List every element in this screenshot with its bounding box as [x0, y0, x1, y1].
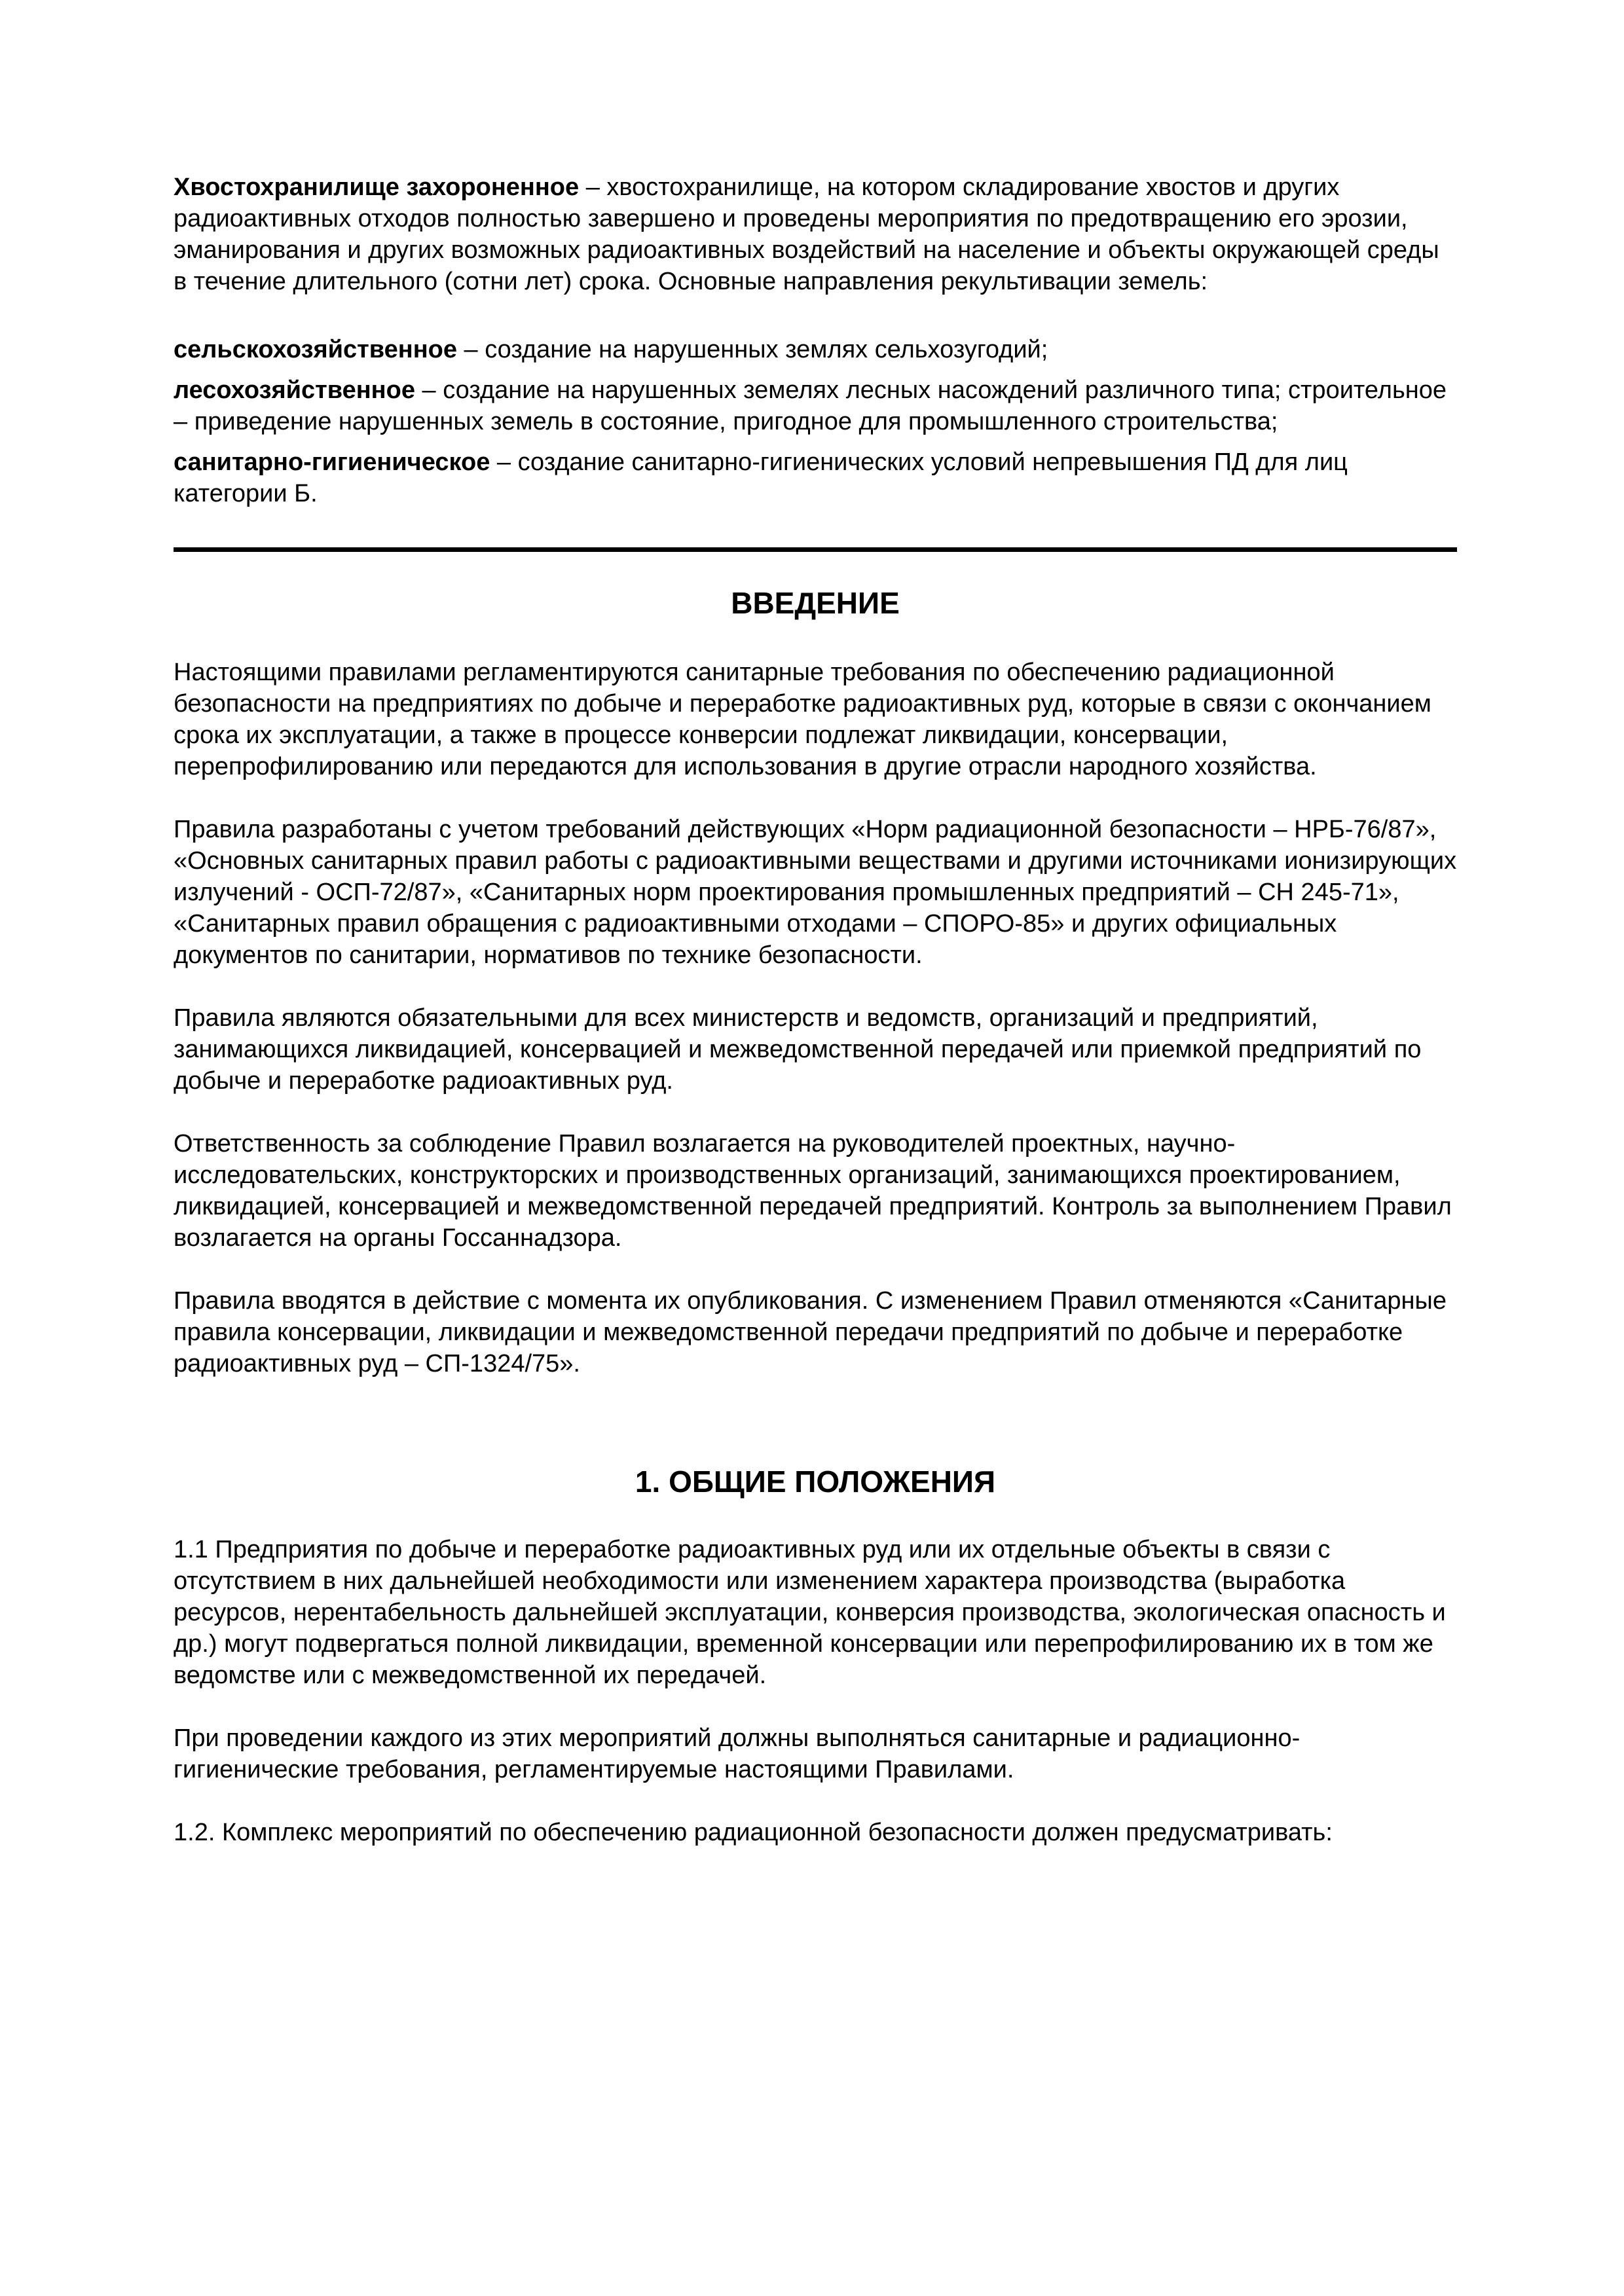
body-paragraph: При проведении каждого из этих мероприятий должны выполняться санитарные и радиационно-гигиенические требования, регламентируемые настоящими Правилами.	[174, 1724, 1301, 1783]
definition-term: санитарно-гигиеническое	[174, 448, 490, 476]
definition-paragraph	[174, 334, 1457, 365]
body-paragraph: Ответственность за соблюдение Правил возлагается на руководителей проектных, научно-исследовательских, конструкторских и производственных организаций, занимающихся проектированием, ликвидацией, консервацией и межведомственной передачей предприятий. Контроль за выполнением Правил возлагается на органы Госсаннадзора.	[174, 1130, 1452, 1252]
body-paragraph: 1.2. Комплекс мероприятий по обеспечению радиационной безопасности должен предусматривать:	[174, 1819, 1333, 1846]
definition-text: – создание на нарушенных земелях лесных насождений различного типа; строительное – приведение нарушенных земель в состояние, пригодное для промышленного строительства;	[174, 376, 1447, 435]
body-paragraph: Правила являются обязательными для всех министерств и ведомств, организаций и предприятий, занимающихся ликвидацией, консервацией и межведомственной передачей или приемкой предприятий по добыче и переработке радиоактивных руд.	[174, 1004, 1422, 1095]
definition-paragraph	[174, 172, 1457, 297]
introduction-heading: ВВЕДЕНИЕ	[731, 586, 900, 620]
definition-text: – создание санитарно-гигиенических условий непревышения ПД для лиц категории Б.	[174, 448, 1348, 507]
definition-term: лесохозяйственное	[174, 376, 415, 404]
section-1-heading: 1. ОБЩИЕ ПОЛОЖЕНИЯ	[635, 1465, 996, 1499]
body-paragraph: Правила разработаны с учетом требований действующих «Норм радиационной безопасности – НРБ-76/87», «Основных санитарных правил работы с радиоактивными веществами и другими источниками ионизирующих излучений - ОСП-72/87», «Санитарных норм проектирования промышленных предприятий – СН 245-71», «Санитарных правил обращения с радиоактивными отходами – СПОРО-85» и других официальных документов по санитарии, нормативов по технике безопасности.	[174, 816, 1457, 969]
page-content	[174, 172, 1457, 1848]
body-paragraph: Настоящими правилами регламентируются санитарные требования по обеспечению радиационной безопасности на предприятиях по добыче и переработке радиоактивных руд, которые в связи с окончанием срока их эксплуатации, а также в процессе конверсии подлежат ликвидации, консервации, перепрофилированию или передаются для использования в другие отрасли народного хозяйства.	[174, 659, 1431, 780]
horizontal-divider	[174, 547, 1457, 552]
definition-paragraph	[174, 446, 1457, 509]
definition-paragraph	[174, 374, 1457, 437]
definition-term: сельскохозяйственное	[174, 336, 457, 363]
body-paragraph: Правила вводятся в действие с момента их опубликования. С изменением Правил отменяются «Санитарные правила консервации, ликвидации и межведомственной передачи предприятий по добыче и переработке радиоактивных руд – СП-1324/75».	[174, 1287, 1447, 1377]
body-paragraph: 1.1 Предприятия по добыче и переработке радиоактивных руд или их отдельные объекты в связи с отсутствием в них дальнейшей необходимости или изменением характера производства (выработка ресурсов, нерентабельность дальнейшей эксплуатации, конверсия производства, экологическая опасность и др.) могут подвергаться полной ликвидации, временной консервации или перепрофилированию их в том же ведомстве или с межведомственной их передачей.	[174, 1536, 1446, 1689]
definition-term: Хвостохранилище захороненное	[174, 173, 580, 201]
definition-text: – создание на нарушенных землях сельхозугодий;	[457, 336, 1048, 363]
definition-text: – хвостохранилище, на котором складирование хвостов и других радиоактивных отходов полностью завершено и проведены мероприятия по предотвращению его эрозии, эманирования и других возможных радиоактивных воздействий на население и объекты окружающей среды в течение длительного (сотни лет) срока. Основные направления рекультивации земель:	[174, 173, 1439, 295]
